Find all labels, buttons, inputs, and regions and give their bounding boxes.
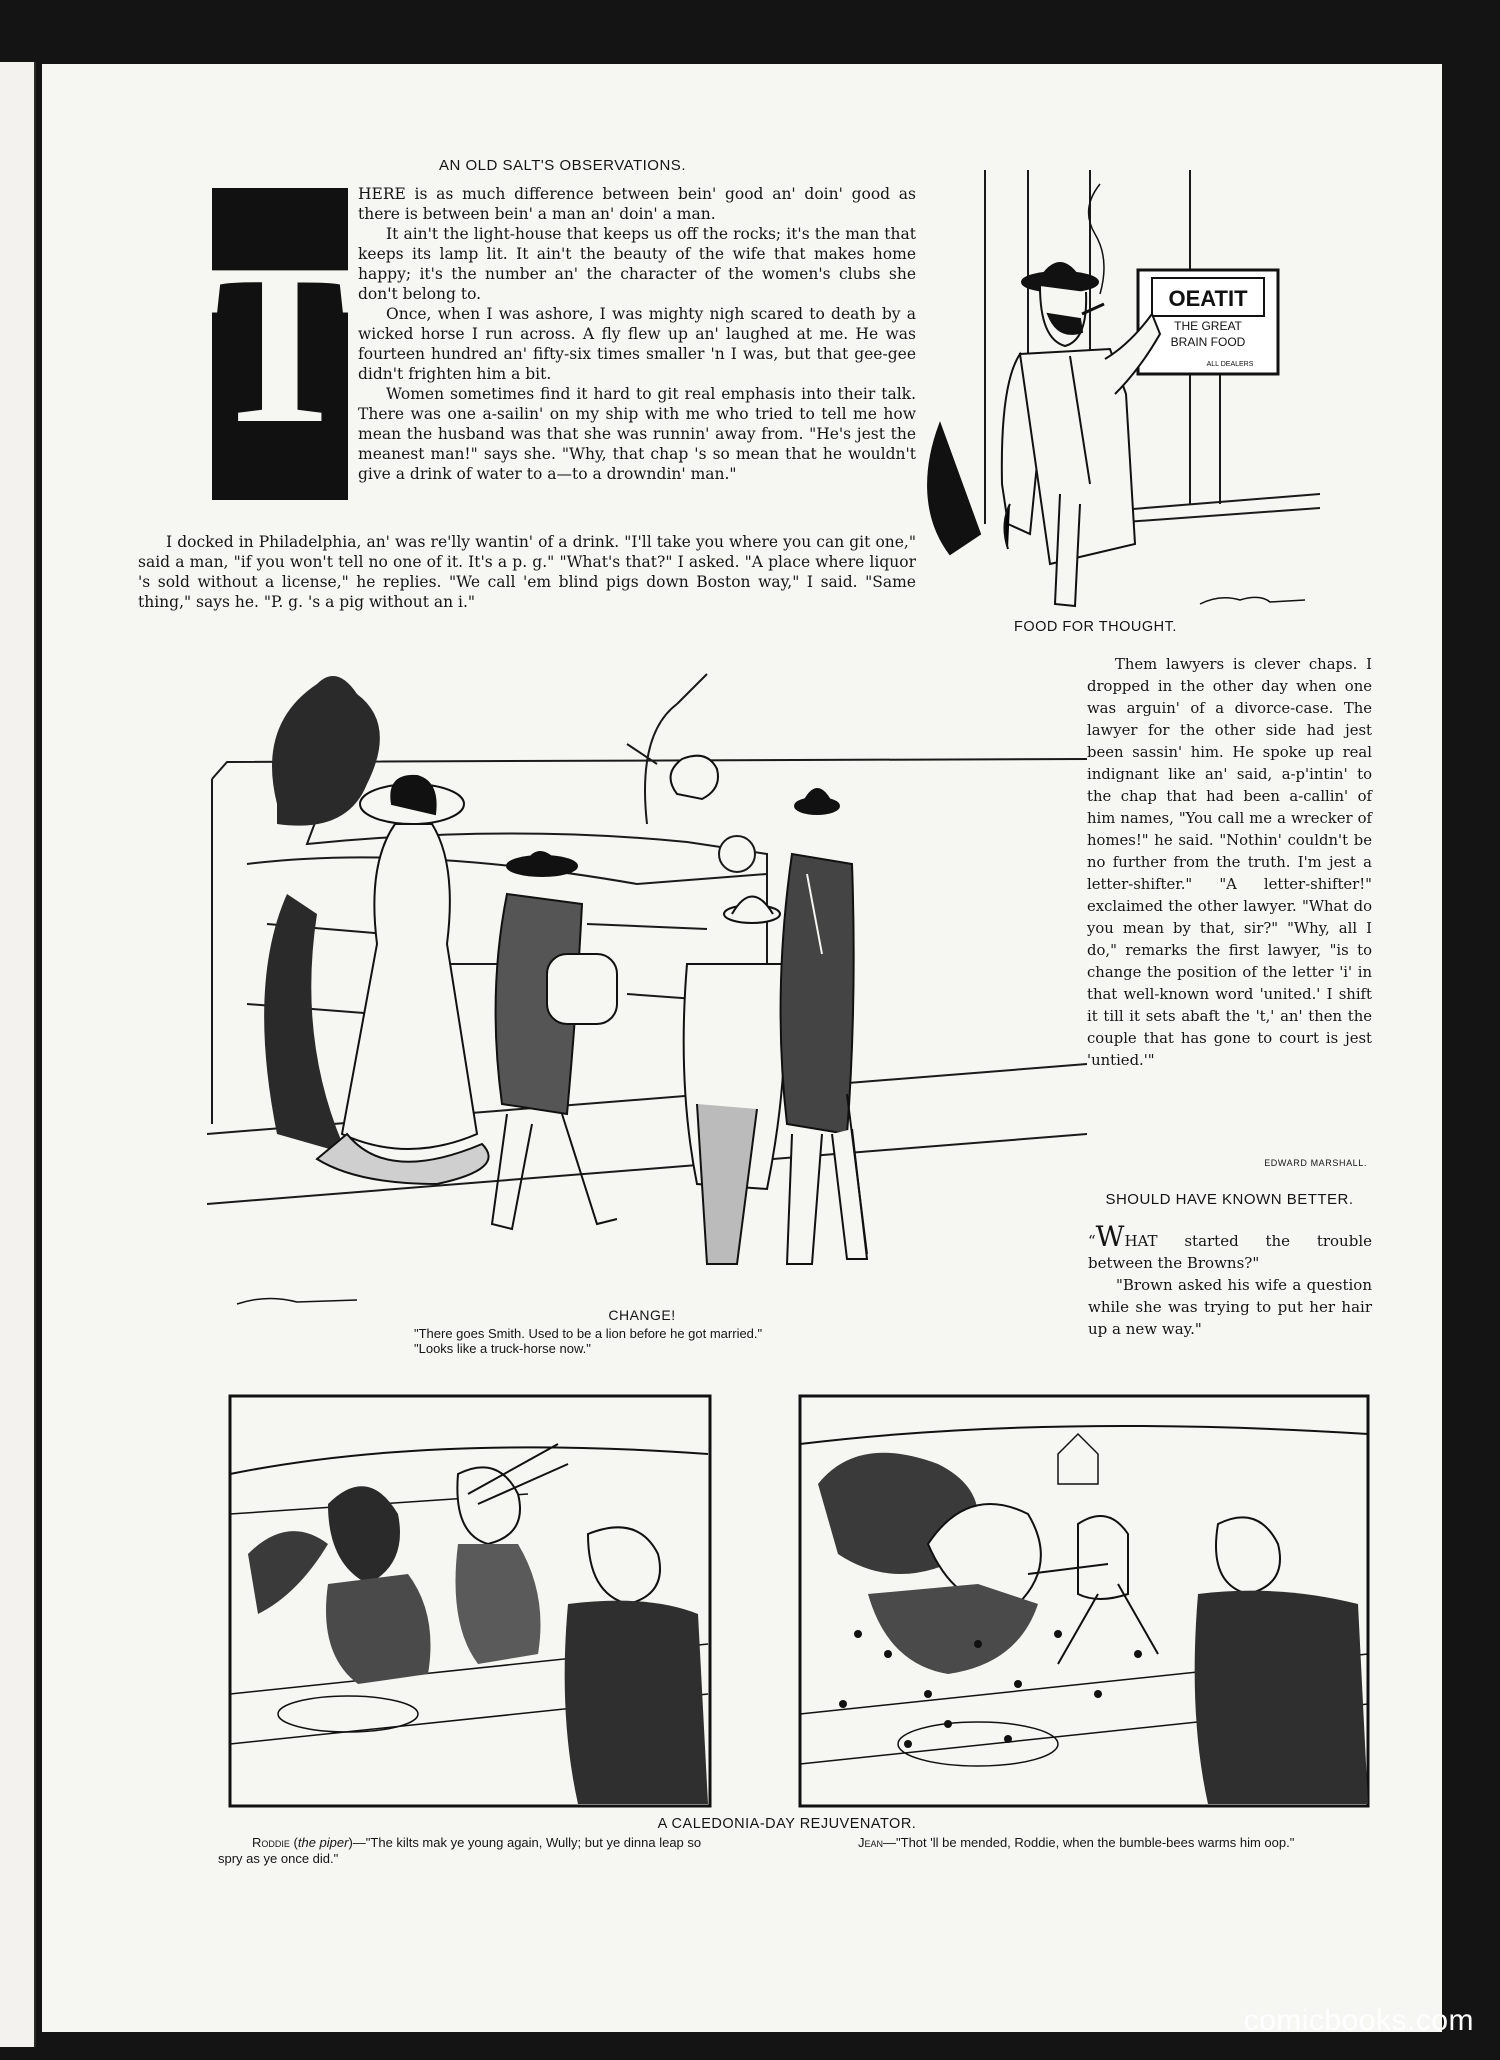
- dialogue-line: "There goes Smith. Used to be a lion before he got married.": [414, 1326, 763, 1341]
- speaker-role: the piper: [297, 1835, 349, 1850]
- joke-text: [1088, 1220, 1372, 1340]
- drop-cap-letter: T: [203, 216, 357, 471]
- caledonia-panel-left: [228, 1394, 712, 1808]
- article-first-line: HERE is as much difference between bein' good an' doin' good as there is between bein' a man an' doin' a man.: [358, 185, 916, 223]
- joke-drop-letter: W: [1095, 1220, 1125, 1253]
- joke-answer: "Brown asked his wife a question while she was trying to put her hair up a new way.": [1088, 1276, 1372, 1338]
- sign-line: THE GREAT: [1174, 319, 1242, 333]
- cartoon-caption: CHANGE!: [608, 1307, 676, 1323]
- article-paragraph: Them lawyers is clever chaps. I dropped in the other day when one was arguin' of a divorce-case. The lawyer for the other side had jest been sassin' him. He spoke up real indignant like an' said, a-p'intin' to the chap that had been a-callin' of him names, "You call me a wrecker of homes!" he said. "Nothin' couldn't be no further from the truth. I'm jest a letter-shifter." "A letter-shifter!" exclaimed the other lawyer. "What do you mean by that, sir?" "Why, all I do," remarks the first lawyer, "is to change the position of the letter 'i' in that well-known word 'united.' I shift it till it sets abaft the 't,' an' then the couple that has gone to court is jest 'untied.'": [1087, 656, 1372, 1069]
- sign-line: ALL DEALERS: [1206, 361, 1254, 368]
- article-paragraph: I docked in Philadelphia, an' was re'lly wantin' of a drink. "I'll take you where you can git one," said a man, "if you won't tell no one of it. It's a p. g." "What's that?" I asked. "A place where liquor 's sold without a license," he replies. "We call 'em blind pigs down Boston way," I said. "Same thing," says he. "P. g. 's a pig without an i.": [138, 533, 916, 611]
- artist-signature: [1200, 597, 1305, 604]
- joke-title: SHOULD HAVE KNOWN BETTER.: [1105, 1191, 1354, 1208]
- article-title: AN OLD SALT'S OBSERVATIONS.: [439, 157, 686, 174]
- article-paragraph: Women sometimes find it hard to git real emphasis into their talk. There was one a-sailin' on my ship with me who tried to tell me how mean the husband was that she was runnin' away from. "He's jest the meanest man!" says she. "Why, that chap 's so mean that he wouldn't give a drink of water to a—to a drowndin' man.": [358, 385, 916, 483]
- jean-figure: [565, 1601, 708, 1804]
- article-paragraph: It ain't the light-house that keeps us off the rocks; it's the man that keeps its lamp lit. It ain't the beauty of the wife that makes home happy; it's the number an' the character of the women's clubs she don't belong to.: [358, 225, 916, 303]
- caption-right: [818, 1835, 1374, 1851]
- caption-dialogue: [414, 1326, 934, 1356]
- change-illustration: [207, 664, 1087, 1344]
- watermark: comicbooks.com: [1243, 2004, 1474, 2037]
- article-paragraph-wide: [138, 532, 916, 612]
- joke-question-text: HAT started the trouble between the Browns?": [1088, 1232, 1372, 1272]
- magazine-page: [42, 64, 1442, 2032]
- jean-figure: [1195, 1591, 1368, 1804]
- previous-page-edge: [0, 62, 36, 2047]
- article-paragraph: Once, when I was ashore, I was mighty nigh scared to death by a wicked horse I run across. A fly flew up an' laughed at me. He was fourteen hundred an' fifty-six times smaller 'n I was, but that gee-gee didn't frighten him a bit.: [358, 305, 916, 383]
- article-continuation-column: [1087, 654, 1372, 1072]
- dialogue-line: "Looks like a truck-horse now.": [414, 1341, 591, 1356]
- cartoon-title: A CALEDONIA-DAY REJUVENATOR.: [657, 1816, 917, 1832]
- caption-left: Roddie (the piper)—"The kilts mak ye young again, Wully; but ye dinna leap so spry as ye once did.": [218, 1835, 702, 1866]
- sign-brand: OEATIT: [1168, 286, 1248, 311]
- sign-line: BRAIN FOOD: [1170, 335, 1246, 349]
- author-signature: EDWARD MARSHALL.: [1264, 1158, 1367, 1168]
- man-figure: [928, 184, 1160, 606]
- speaker-quote: —"Thot 'll be mended, Roddie, when the bumble-bees warms him oop.": [883, 1835, 1295, 1850]
- drop-cap-illustration: [203, 188, 357, 500]
- speaker-quote: —"The kilts mak ye young again, Wully; but ye dinna leap so spry as ye once did.": [218, 1835, 702, 1866]
- onlooker-figures: [671, 756, 867, 1264]
- speaker-name: Jean: [858, 1835, 884, 1850]
- joke-question: “WHAT started the trouble between the Browns?": [1088, 1220, 1372, 1272]
- article-intro-column: [358, 184, 916, 484]
- artist-signature: [237, 1298, 357, 1304]
- food-for-thought-illustration: [890, 164, 1320, 626]
- food-sign: [1138, 270, 1278, 374]
- cartoon-caption: FOOD FOR THOUGHT.: [1014, 619, 1177, 635]
- speaker-name: Roddie: [252, 1835, 290, 1850]
- caledonia-panel-right: [798, 1394, 1370, 1808]
